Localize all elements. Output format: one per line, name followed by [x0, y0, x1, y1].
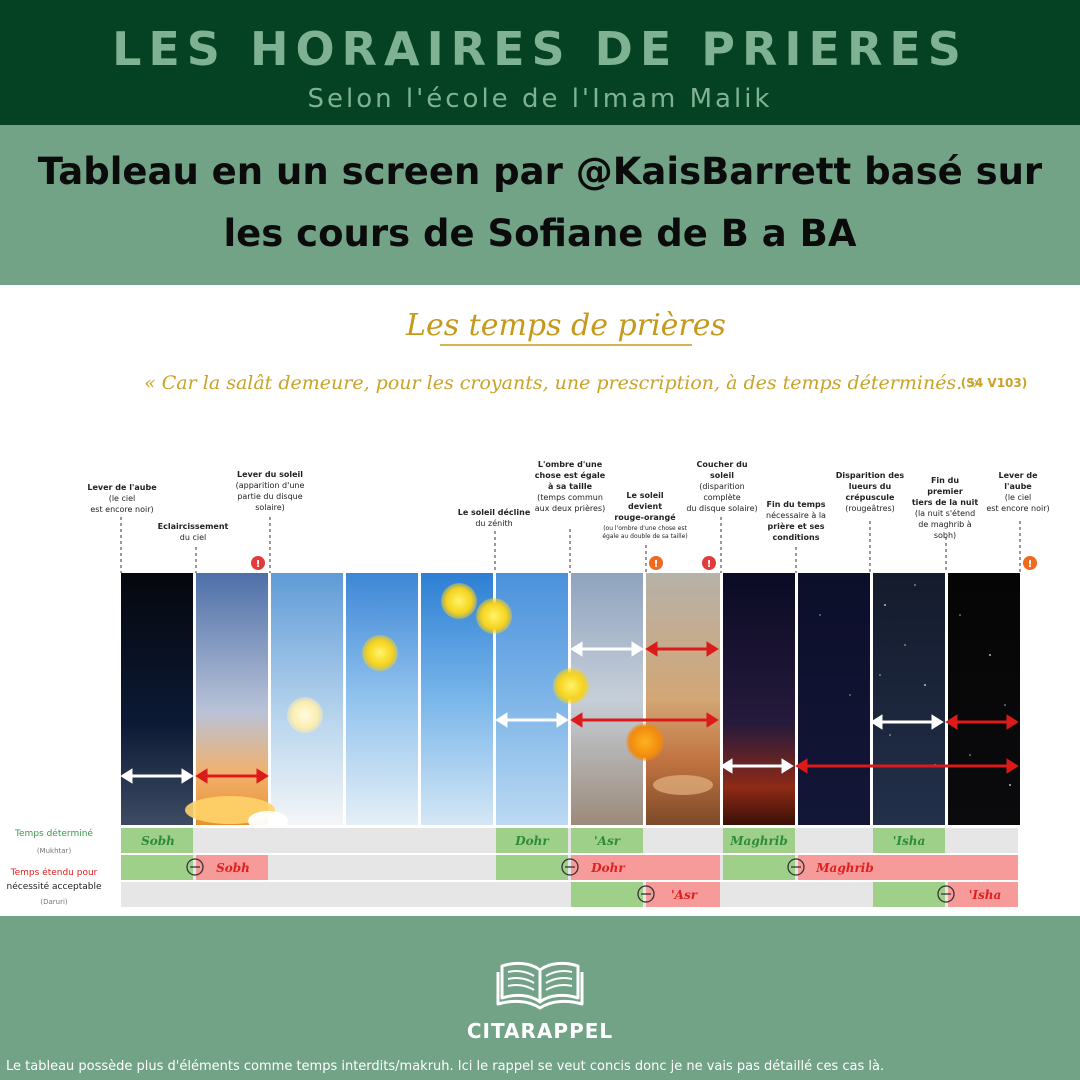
- row-label-daruri-2: nécessité acceptable: [6, 882, 102, 892]
- row-daruri-1: [121, 855, 1018, 880]
- brand-name: CITARAPPEL: [466, 1019, 614, 1043]
- infographic-quote: « Car la salât demeure, pour les croyants, une prescription, à des temps déterminés. »: [144, 372, 980, 394]
- credit-text: [20, 141, 1060, 265]
- bar-label-sobh: Sobh: [141, 834, 175, 848]
- event-label-1: Lever de l'aube (le ciel est encore noir): [87, 483, 157, 514]
- event-label-4: Le soleil décline du zénith: [457, 508, 531, 528]
- page-subtitle: Selon l'école de l'Imam Malik: [307, 84, 773, 114]
- open-book-icon: [496, 956, 584, 1012]
- event-label-3: Lever du soleil (apparition d'une partie du disque solaire): [235, 470, 305, 512]
- svg-text:!: !: [653, 559, 659, 570]
- bar-label-asr-extended: 'Asr: [670, 888, 698, 902]
- warning-icon: [1023, 556, 1037, 570]
- event-label-2: Eclaircissement du ciel: [157, 522, 229, 542]
- row-label-mukhtar: Temps déterminé: [15, 829, 93, 839]
- footer: [0, 916, 1080, 1080]
- bar-label-maghrib: Maghrib: [730, 834, 788, 848]
- infographic-title: Les temps de prières: [406, 308, 726, 343]
- event-labels: [87, 460, 1049, 542]
- row-mukhtar: [121, 828, 1018, 853]
- row-sub-mukhtar: (Mukhtar): [36, 847, 72, 855]
- bar-label-maghrib-extended: Maghrib: [816, 861, 874, 875]
- sky-panel-4: [346, 573, 418, 825]
- warning-icons: [251, 556, 1037, 570]
- bar-label-sobh-extended: Sobh: [216, 861, 250, 875]
- header: [0, 0, 1080, 125]
- sky-panel-2: [196, 573, 268, 825]
- sun-icon: [362, 635, 398, 671]
- bar-label-isha: 'Isha: [892, 834, 926, 848]
- row-labels: [7, 828, 102, 906]
- row-label-daruri: Temps étendu pour: [10, 868, 98, 878]
- sky-panel-1: [121, 573, 193, 825]
- bar-asr-green: [571, 882, 643, 907]
- page-title: LES HORAIRES DE PRIERES: [112, 22, 968, 76]
- row-sub-daruri: (Daruri): [40, 898, 68, 906]
- event-label-9: Disparition des lueurs du crépuscule (rougeâtres): [835, 471, 905, 513]
- svg-text:!: !: [706, 559, 712, 570]
- sky-panel-9: [723, 573, 795, 825]
- prayer-times-chart: [0, 285, 1080, 916]
- event-label-7: Coucher du soleil (disparition complète du disque solaire): [686, 460, 758, 513]
- infographic-panel: [0, 285, 1080, 916]
- svg-text:!: !: [1027, 559, 1033, 570]
- svg-text:!: !: [255, 559, 261, 570]
- sky-panel-12: [948, 573, 1020, 825]
- row-daruri-2: [121, 882, 1018, 907]
- sky-panel-11: [873, 573, 945, 825]
- bar-maghrib-green: [723, 855, 795, 880]
- warning-icon: [649, 556, 663, 570]
- event-label-5: L'ombre d'une chose est égale à sa taille (temps commun aux deux prières): [534, 460, 606, 513]
- sky-panel-10: [798, 573, 870, 825]
- credit-banner: [0, 125, 1080, 285]
- sun-icon: [553, 668, 589, 704]
- sun-icon: [441, 583, 477, 619]
- bar-isha-green: [873, 882, 945, 907]
- bar-sobh-green: [121, 855, 193, 880]
- warning-icon: [702, 556, 716, 570]
- sun-icon: [626, 723, 664, 761]
- credit-line-1: Tableau en un screen par @KaisBarrett basé sur: [37, 150, 1043, 193]
- footer-note: Le tableau possède plus d'éléments comme temps interdits/makruh. Ici le rappel se veut concis donc je ne vais pas détaillé ces cas là.: [6, 1059, 885, 1074]
- bar-label-isha-extended: 'Isha: [968, 888, 1002, 902]
- sunset-glow: [653, 775, 713, 795]
- quote-reference: (S4 V103): [960, 376, 1028, 390]
- credit-line-2: les cours de Sofiane de B a BA: [223, 212, 857, 255]
- sun-icon: [476, 598, 512, 634]
- bar-label-dohr: Dohr: [515, 834, 549, 848]
- event-label-10: Fin du premier tiers de la nuit (la nuit s'étend de maghrib à sobh): [911, 476, 979, 540]
- bar-dohr-green: [496, 855, 568, 880]
- warning-icon: [251, 556, 265, 570]
- event-label-11: Lever de l'aube (le ciel est encore noir): [986, 471, 1050, 513]
- bar-label-dohr-extended: Dohr: [591, 861, 625, 875]
- event-label-6: Le soleil devient rouge-orangé (ou l'ombre d'une chose est égale au double de sa taille): [602, 491, 688, 540]
- sun-icon: [287, 697, 323, 733]
- event-label-8: Fin du temps nécessaire à la prière et ses conditions: [766, 500, 826, 542]
- bar-label-asr: 'Asr: [593, 834, 621, 848]
